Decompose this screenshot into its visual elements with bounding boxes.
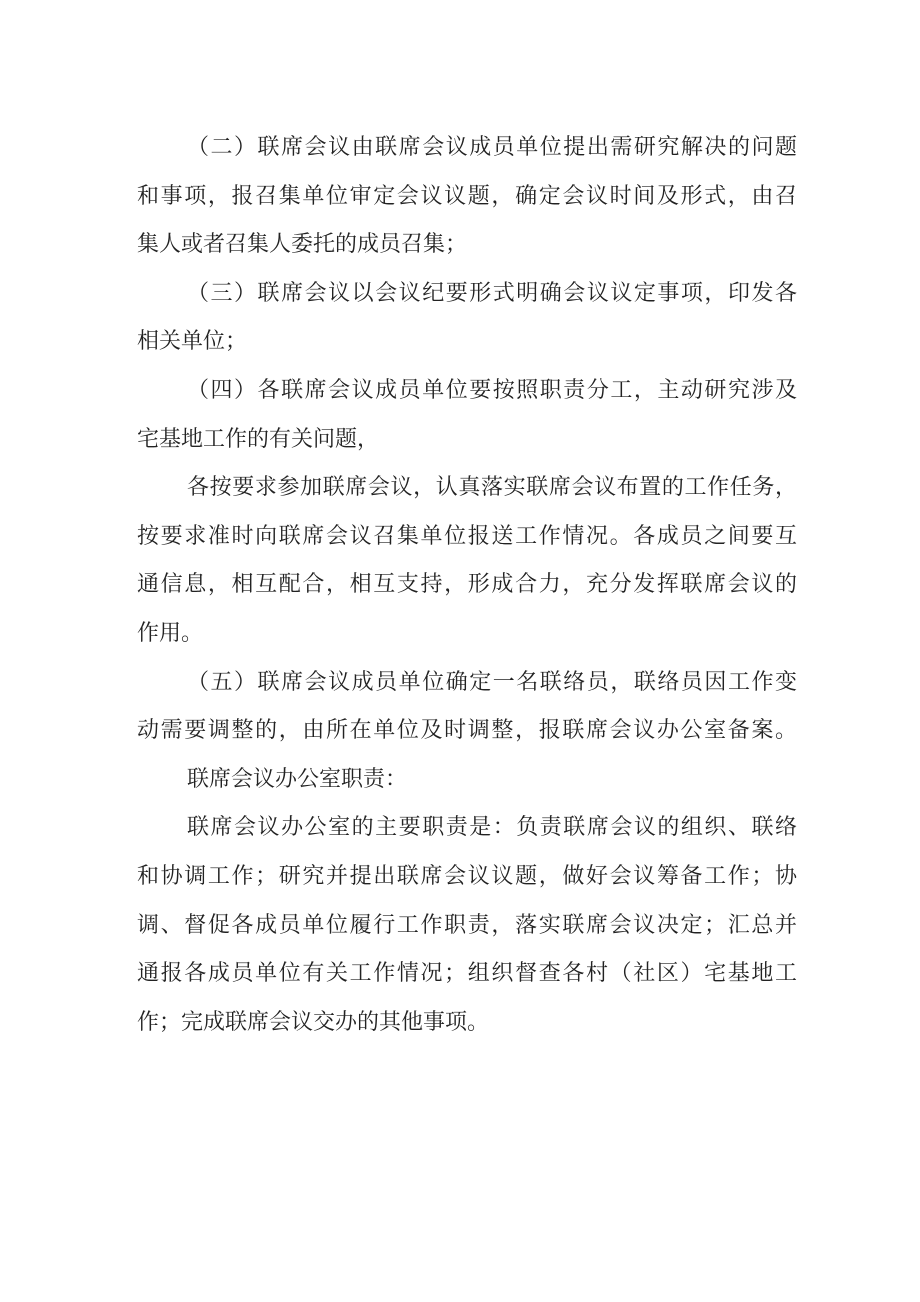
text-line: 宅基地工作的有关问题， xyxy=(137,426,380,452)
text-line: 相关单位； xyxy=(137,329,248,355)
text-line: 调、督促各成员单位履行工作职责，落实联席会议决定；汇总并 xyxy=(137,912,797,938)
text-line: 通信息，相互配合，相互支持，形成合力，充分发挥联席会议的 xyxy=(137,572,797,598)
section-heading: 联席会议办公室职责： xyxy=(187,766,408,792)
paragraph-cooperation xyxy=(137,464,797,658)
text-line: （三）联席会议以会议纪要形式明确会议议定事项，印发各 xyxy=(187,280,797,306)
paragraph-item-2 xyxy=(137,124,797,270)
document-body xyxy=(137,124,797,1047)
text-line: 联席会议办公室的主要职责是：负责联席会议的组织、联络 xyxy=(187,815,797,841)
paragraph-item-5 xyxy=(137,659,797,756)
text-line: 作；完成联席会议交办的其他事项。 xyxy=(137,1009,490,1035)
paragraph-office-duties xyxy=(137,804,797,1047)
text-line: 按要求准时向联席会议召集单位报送工作情况。各成员之间要互 xyxy=(137,523,797,549)
text-line: （二）联席会议由联席会议成员单位提出需研究解决的问题 xyxy=(187,135,797,160)
paragraph-item-4 xyxy=(137,367,797,464)
text-line: 动需要调整的，由所在单位及时调整，报联席会议办公室备案。 xyxy=(137,718,797,744)
text-line: （五）联席会议成员单位确定一名联络员，联络员因工作变 xyxy=(187,669,797,695)
text-line: 作用。 xyxy=(137,620,204,646)
text-line: 和协调工作；研究并提出联席会议议题，做好会议筹备工作；协 xyxy=(137,863,797,889)
text-line: 和事项，报召集单位审定会议议题，确定会议时间及形式，由召 xyxy=(137,183,797,209)
text-line: （四）各联席会议成员单位要按照职责分工，主动研究涉及 xyxy=(187,377,797,403)
text-line: 各按要求参加联席会议，认真落实联席会议布置的工作任务， xyxy=(187,475,797,501)
paragraph-item-3 xyxy=(137,270,797,367)
text-line: 通报各成员单位有关工作情况；组织督查各村（社区）宅基地工 xyxy=(137,961,797,987)
office-duties-heading xyxy=(137,756,797,805)
text-line: 集人或者召集人委托的成员召集； xyxy=(137,232,468,258)
